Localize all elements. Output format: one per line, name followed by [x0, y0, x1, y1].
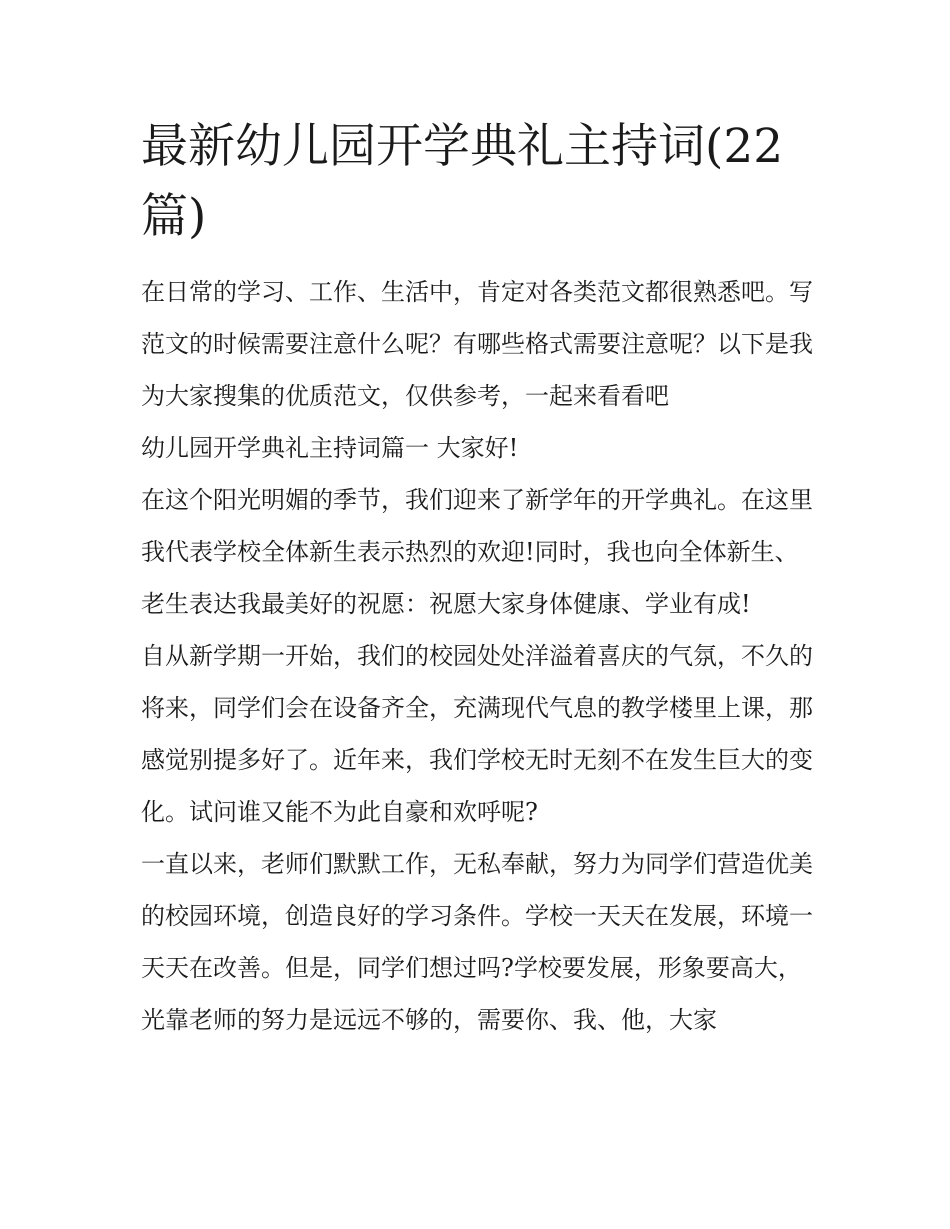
paragraph-campus-changes: 自从新学期一开始，我们的校园处处洋溢着喜庆的气氛，不久的将来，同学们会在设备齐全，充满现代气息的教学楼里上课，那感觉别提多好了。近年来，我们学校无时无刻不在发生巨大的变化。试问谁又能不为此自豪和欢呼呢? [141, 642, 813, 826]
paragraph-teachers: 一直以来，老师们默默工作，无私奉献，努力为同学们营造优美的校园环境，创造良好的学习条件。学校一天天在发展，环境一天天在改善。但是，同学们想过吗?学校要发展，形象要高大，光靠老师的努力是远远不够的，需要你、我、他，大家 [141, 850, 813, 1034]
paragraph-intro: 在日常的学习、工作、生活中，肯定对各类范文都很熟悉吧。写范文的时候需要注意什么呢？有哪些格式需要注意呢？以下是我为大家搜集的优质范文，仅供参考，一起来看看吧 [141, 278, 813, 410]
document-content [141, 112, 813, 1046]
paragraph-welcome: 在这个阳光明媚的季节，我们迎来了新学年的开学典礼。在这里我代表学校全体新生表示热烈的欢迎!同时，我也向全体新生、老生表达我最美好的祝愿：祝愿大家身体健康、学业有成! [141, 486, 813, 618]
document-title: 最新幼儿园开学典礼主持词(22篇) [141, 119, 784, 244]
document-body [141, 266, 813, 1046]
paragraph-heading-greeting: 幼儿园开学典礼主持词篇一 大家好! [141, 434, 519, 462]
